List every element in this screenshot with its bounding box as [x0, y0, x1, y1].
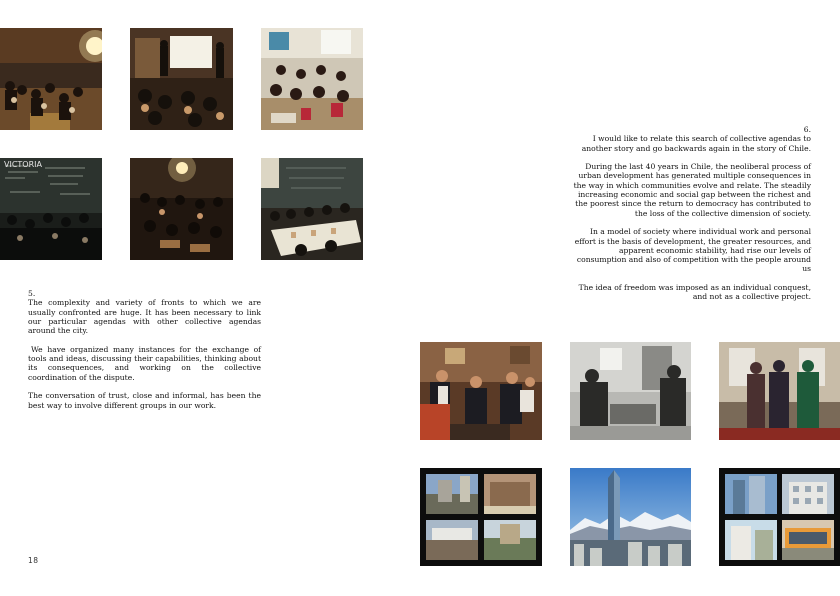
right-paragraph-2: During the last 40 years in Chile, the neoliberal process of urban development has generated multiple consequences in the way in which communities evolve and relate. The steadily increasing economic and social gap between the richest and the poorest since the return to democracy has contributed to the loss of the collective dimension of society.	[573, 162, 811, 218]
photo-blackboard-meeting	[0, 158, 102, 260]
photo-workshop-room	[261, 28, 363, 130]
section-number-5: 5.	[28, 289, 36, 298]
photo-community-gathering	[0, 28, 102, 130]
photo-buildings-collage	[719, 468, 840, 566]
photo-toast-men	[420, 342, 542, 440]
page-number: 18	[28, 556, 39, 565]
left-page-text	[28, 289, 261, 419]
photo-construction-collage	[420, 468, 542, 566]
photo-handshake-officials	[719, 342, 840, 440]
right-paragraph-3: In a model of society where individual work and personal effort is the basis of development, the greater resources, and apparent economic stability, had rise our levels of consumption and also of competition with the people around us	[574, 227, 811, 274]
left-paragraph-3: The conversation of trust, close and informal, has been the best way to involve different groups in our work.	[28, 391, 261, 410]
right-paragraph-1: I would like to relate this search of collective agendas to another story and go backwards again in the story of Chile.	[581, 134, 811, 153]
right-page-text	[569, 125, 811, 311]
photo-night-assembly	[130, 158, 233, 260]
svg-text:VICTORIA: VICTORIA	[4, 160, 42, 169]
right-paragraph-4: The idea of freedom was imposed as an individual conquest, and not as a collective project.	[578, 283, 811, 302]
photo-projection-meeting	[130, 28, 233, 130]
section-number-6: 6.	[803, 125, 811, 134]
left-paragraph-1: The complexity and variety of fronts to which we are usually confronted are huge. It has been necessary to link our particular agendas with other collective agendas around the city.	[28, 298, 261, 336]
photo-bw-meeting	[570, 342, 691, 440]
photo-skyscraper-andes	[570, 468, 691, 566]
photo-table-discussion	[261, 158, 363, 260]
left-paragraph-2: We have organized many instances for the exchange of tools and ideas, discussing their capabilities, thinking about its consequences, and working on the collective coordination of the dispute.	[28, 344, 261, 382]
